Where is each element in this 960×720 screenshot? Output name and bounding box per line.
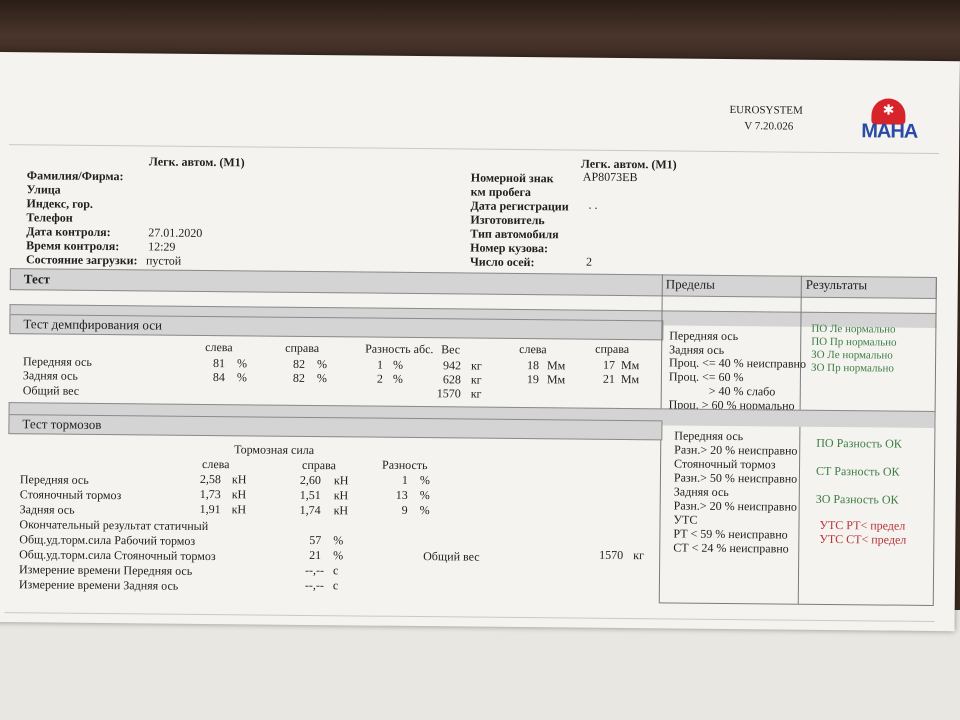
unit: Мм (620, 371, 640, 387)
brake-row-label: Задняя ось (19, 502, 75, 517)
service-brake-value: 57 (309, 532, 322, 548)
damping-title: Тест демпфирования оси (23, 316, 163, 333)
unit: кг (633, 548, 645, 563)
info-label: Улица (26, 182, 61, 197)
unit: % (419, 473, 430, 488)
col-weight: Вес (441, 342, 461, 357)
col-left: слева (201, 456, 230, 472)
damping-result: ЗО Ле нормально (811, 348, 893, 362)
col-right2: справа (595, 341, 630, 357)
left-vehicle-type: Легк. автом. (M1) (148, 154, 245, 170)
report-sheet (0, 52, 960, 631)
damping-left2-value: 19 (526, 372, 539, 387)
unit: кН (333, 473, 349, 488)
damping-right-value: 82 (292, 370, 305, 385)
damping-diff-value: 2 (376, 371, 383, 386)
brake-left-value: 1,73 (199, 486, 221, 502)
brake-limit: Разн.> 20 % неисправно (673, 498, 798, 514)
damping-weight-value: 942 (442, 358, 462, 373)
info-label: Индекс, гор. (26, 196, 94, 211)
damping-row-label: Передняя ось (22, 354, 92, 369)
test-header-bar (10, 268, 937, 299)
load-state: пустой (145, 253, 182, 268)
version: V 7.20.026 (744, 120, 794, 133)
brake-result: СТ Разность ОК (815, 463, 900, 479)
parking-brake-value: 21 (309, 547, 322, 563)
brake-diff-value: 9 (401, 502, 408, 517)
col-left: слева (205, 339, 233, 355)
brake-force-header: Тормозная сила (234, 442, 315, 458)
info-label: км пробега (470, 184, 532, 200)
brake-diff-value: 1 (401, 472, 408, 487)
unit: % (236, 356, 248, 371)
col-right: справа (285, 340, 320, 356)
info-label: Дата регистрации (470, 198, 569, 214)
results-header: Результаты (805, 276, 868, 293)
unit: Мм (546, 358, 566, 373)
time-rear-value: --,-- (304, 577, 324, 593)
unit: % (316, 371, 327, 386)
unit: с (332, 563, 339, 578)
info-label: Номерной знак (470, 170, 554, 186)
brake-limit: Стояночный тормоз (674, 456, 776, 472)
unit: кН (333, 488, 349, 503)
damping-right2-value: 17 (602, 357, 616, 372)
unit: Мм (620, 357, 640, 373)
unit: кг (470, 358, 482, 373)
damping-limit: Проц. <= 60 % (668, 369, 744, 385)
unit: с (332, 578, 339, 593)
logo-badge-icon: ✱ (871, 98, 905, 124)
col-right: справа (301, 457, 337, 473)
damping-limit: Проц. <= 40 % неисправно (668, 355, 807, 371)
damping-result: ЗО Пр нормально (810, 361, 894, 375)
time-front-label: Измерение времени Передняя ось (18, 562, 193, 578)
damping-weight-value: 628 (442, 372, 461, 387)
info-label: Состояние загрузки: (25, 252, 138, 268)
damping-result: ПО Пр нормально (811, 335, 897, 349)
plate-number: АР8073ЕВ (582, 169, 638, 185)
unit: % (333, 533, 344, 548)
control-date: 27.01.2020 (148, 225, 203, 240)
damping-row-label: Задняя ось (22, 368, 78, 383)
brake-row-label: Стояночный тормоз (19, 487, 122, 503)
col-diff: Разность абс. (365, 341, 434, 357)
damping-diff-value: 1 (376, 357, 384, 372)
col-left2: слева (519, 341, 547, 357)
page-bottom-line (5, 612, 935, 622)
brake-total-label: Общий вес (423, 549, 480, 564)
control-time: 12:29 (148, 239, 176, 254)
brake-result-fail: УТС РТ< предел (819, 517, 906, 533)
info-label: Число осей: (469, 254, 535, 270)
damping-left2-value: 18 (526, 358, 540, 373)
logo-text: MAHA (861, 120, 918, 143)
parking-brake-label: Общ.уд.торм.сила Стояночный тормоз (19, 547, 216, 564)
desk-background (0, 0, 960, 60)
brake-left-value: 1,91 (199, 501, 221, 517)
unit: кН (333, 503, 349, 518)
unit: Мм (546, 372, 566, 387)
brake-limit: Разн.> 50 % неисправно (673, 470, 798, 486)
damping-total-label: Общий вес (22, 383, 80, 398)
damping-limit: Задняя ось (669, 342, 725, 357)
brake-left-value: 2,58 (199, 471, 221, 487)
damping-result: ПО Ле нормально (811, 322, 896, 336)
unit: кН (231, 487, 247, 502)
brand-name: EUROSYSTEM (729, 104, 803, 117)
unit: % (419, 488, 430, 503)
registration-date: . . (588, 197, 598, 212)
brake-result: ПО Разность ОК (816, 435, 902, 451)
brake-limit: Передняя ось (674, 428, 744, 444)
table-bottom-border (659, 602, 934, 606)
brakes-title: Тест тормозов (22, 416, 102, 432)
brake-row-label: Передняя ось (19, 472, 89, 487)
unit: кг (470, 386, 482, 401)
brake-result-fail: УТС СТ< предел (819, 531, 907, 547)
header-divider (9, 144, 939, 154)
info-label: Тип автомобиля (470, 226, 559, 242)
time-rear-label: Измерение времени Задняя ось (18, 577, 179, 593)
brake-right-value: 1,74 (299, 502, 321, 518)
maha-logo (857, 98, 921, 149)
damping-limit: Проц. > 60 % нормально (668, 397, 795, 413)
damping-left-value: 81 (212, 356, 226, 371)
damping-right-value: 82 (292, 356, 306, 371)
info-label: Номер кузова: (470, 240, 549, 256)
time-front-value: --,-- (304, 562, 325, 578)
info-label: Изготовитель (470, 212, 545, 228)
brake-limit: СТ < 24 % неисправно (673, 540, 789, 556)
final-result-label: Окончательный результат статичный (19, 517, 209, 534)
damping-limit: > 40 % слабо (708, 383, 776, 399)
right-vehicle-type: Легк. автом. (M1) (580, 156, 677, 172)
test-header: Тест (23, 271, 51, 287)
unit: % (419, 503, 430, 518)
service-brake-label: Общ.уд.торм.сила Рабочий тормоз (19, 532, 196, 548)
brake-diff-value: 13 (395, 487, 408, 502)
unit: % (392, 371, 403, 386)
damping-limit: Передняя ось (669, 328, 739, 344)
unit: % (392, 357, 404, 372)
brake-right-value: 1,51 (299, 487, 321, 503)
unit: кН (231, 472, 247, 487)
brake-limit: Разн.> 20 % неисправно (674, 442, 798, 458)
info-label: Время контроля: (26, 238, 120, 254)
brake-total-weight: 1570 (599, 547, 624, 563)
brake-limit: РТ < 59 % неисправно (673, 526, 788, 542)
unit: % (333, 548, 344, 563)
unit: кг (470, 372, 482, 387)
damping-right2-value: 21 (602, 371, 615, 386)
brake-result: ЗО Разность ОК (815, 491, 899, 507)
unit: % (236, 370, 247, 385)
info-label: Дата контроля: (26, 224, 111, 240)
damping-total-weight: 1570 (436, 386, 461, 401)
brake-limit: УТС (673, 512, 698, 527)
damping-left-value: 84 (212, 370, 225, 385)
limits-header: Пределы (665, 276, 715, 292)
axle-count: 2 (585, 254, 593, 269)
unit: % (316, 357, 328, 372)
brake-right-value: 2,60 (299, 472, 321, 488)
unit: кН (231, 502, 247, 517)
col-diff: Разность (381, 457, 428, 473)
info-label: Фамилия/Фирма: (26, 168, 124, 184)
info-label: Телефон (26, 210, 73, 225)
brake-limit: Задняя ось (673, 484, 729, 500)
